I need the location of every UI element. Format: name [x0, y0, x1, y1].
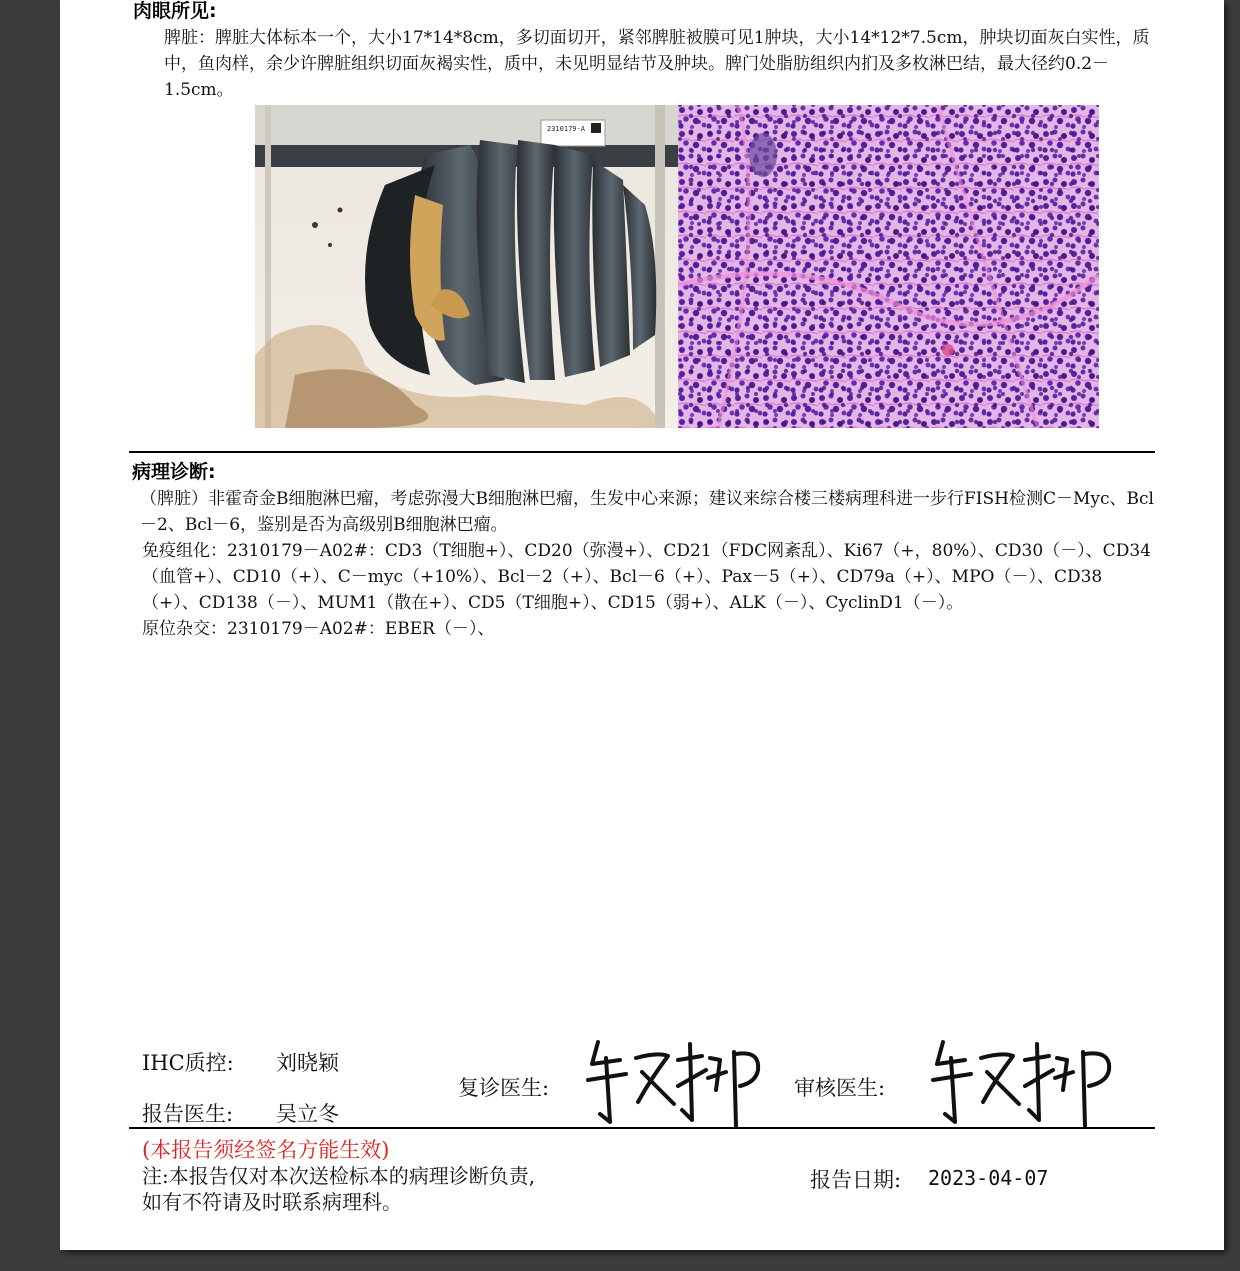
diagnosis-main: （脾脏）非霍奇金B细胞淋巴瘤，考虑弥漫大B细胞淋巴瘤，生发中心来源；建议来综合楼三楼病理科进一步行FISH检测C－Myc、Bcl－2、Bcl－6，鉴别是否为高级别B细胞淋巴瘤。: [140, 489, 1154, 535]
ihc-qc-label: IHC质控:: [142, 1051, 234, 1075]
specimen-label: 2310179-A: [547, 125, 585, 133]
report-page: [60, 0, 1224, 1250]
report-date-label: 报告日期:: [810, 1168, 902, 1192]
diagnosis-heading: 病理诊断:: [132, 461, 216, 483]
audit-doctor-signature: [925, 1030, 1135, 1130]
review-doctor-label: 复诊医生:: [458, 1076, 550, 1100]
reporter-name: 吴立冬: [276, 1102, 339, 1126]
gross-heading: 肉眼所见:: [133, 0, 217, 22]
disclaimer-line-1: 注:本报告仅对本次送检标本的病理诊断负责,: [142, 1164, 536, 1188]
specimen-illustration: [255, 105, 678, 428]
report-date-value: 2023-04-07: [928, 1166, 1049, 1190]
diagnosis-ihc: 免疫组化：2310179－A02#：CD3（T细胞+）、CD20（弥漫+）、CD21（FDC网紊乱）、Ki67（+，80%）、CD30（－）、CD34（血管+）、CD10（+）、C－myc（+10%）、Bcl－2（+）、Bcl－6（+）、Pax－5（+）、CD79a（+）、MPO（－）、CD38（+）、CD138（－）、MUM1（散在+）、CD5（T细胞+）、CD15（弱+）、ALK（－）、CyclinD1（－）。: [142, 541, 1151, 613]
gross-specimen-photo: [255, 105, 678, 428]
reporter-label: 报告医生:: [142, 1102, 234, 1126]
section-divider-bottom: [129, 1127, 1155, 1129]
micrograph-illustration: [678, 105, 1099, 428]
diagnosis-ish: 原位杂交：2310179－A02#：EBER（－）、: [142, 619, 495, 639]
audit-doctor-label: 审核医生:: [794, 1076, 886, 1100]
review-doctor-signature: [580, 1030, 780, 1130]
validity-notice: (本报告须经签名方能生效): [142, 1138, 390, 1162]
ihc-qc-name: 刘晓颖: [276, 1051, 339, 1075]
gross-text: 脾脏：脾脏大体标本一个，大小17*14*8cm，多切面切开，紧邻脾脏被膜可见1肿块，大小14*12*7.5cm，肿块切面灰白实性，质中，鱼肉样，余少许脾脏组织切面灰褐实性，质中，未见明显结节及肿块。脾门处脂肪组织内扪及多枚淋巴结，最大径约0.2－1.5cm。: [164, 28, 1150, 100]
handwritten-signature-review: [580, 1030, 780, 1130]
section-divider-top: [129, 451, 1155, 453]
handwritten-signature-audit: [925, 1030, 1135, 1130]
disclaimer-line-2: 如有不符请及时联系病理科。: [142, 1190, 402, 1214]
he-micrograph: [678, 105, 1099, 428]
